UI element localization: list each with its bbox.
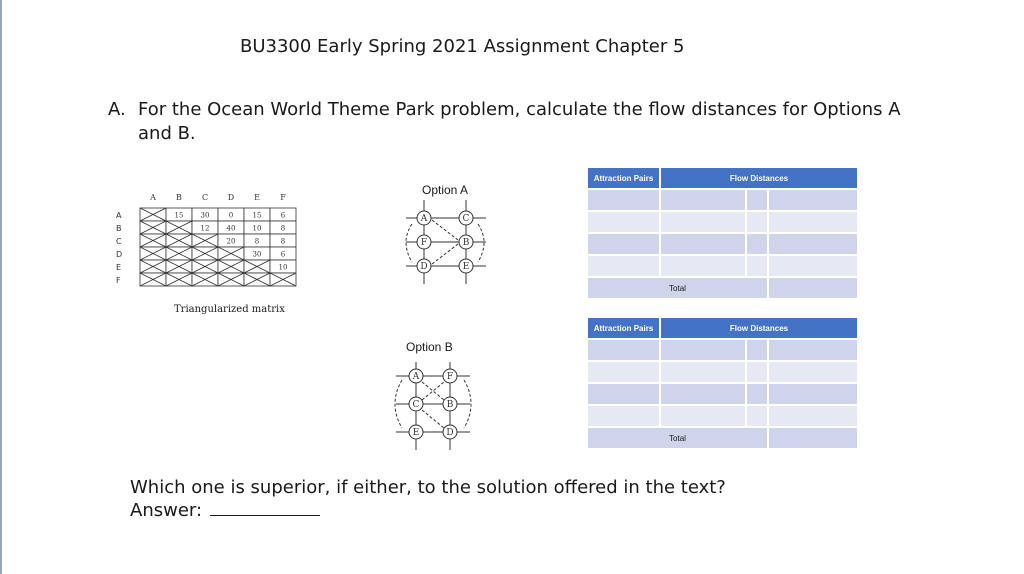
table-cell[interactable] [747,362,767,382]
table-cell[interactable] [661,256,745,276]
matrix-row-header: F [116,276,121,285]
matrix-value: 20 [226,237,236,246]
total-label: Total [588,428,767,448]
page-title: BU3300 Early Spring 2021 Assignment Chapter 5 [240,36,685,57]
question-letter: A. [108,99,126,120]
table-cell[interactable] [588,256,659,276]
flow-table-a [586,166,859,300]
flow-table-b [586,316,859,450]
node-label: F [446,372,454,382]
table-cell[interactable] [661,340,745,360]
node-label: E [462,262,470,272]
slide-left-border [0,0,2,574]
matrix-col-header: F [280,193,286,202]
header-attraction-pairs: Attraction Pairs [588,318,659,338]
node-label: C [462,214,470,224]
matrix-row-header: B [116,224,122,233]
matrix-row-header: D [116,250,123,259]
superior-question: Which one is superior, if either, to the solution offered in the text? [130,477,726,498]
header-flow-distances: Flow Distances [661,318,857,338]
table-cell[interactable] [747,406,767,426]
answer-row [130,499,726,522]
matrix-value: 8 [280,224,286,233]
node-label: A [412,372,420,382]
matrix-value: 10 [252,224,262,233]
flow-arrow [406,224,412,262]
node-label: E [412,428,420,438]
flow-arrow [432,244,458,264]
option-b-label: Option B [406,340,453,354]
total-value-cell[interactable] [769,428,857,448]
matrix-row-header: A [116,211,122,220]
matrix-value: 10 [278,263,288,272]
total-value-cell[interactable] [769,278,857,298]
question-a [108,98,908,146]
header-attraction-pairs: Attraction Pairs [588,168,659,188]
flow-arrow [478,224,484,262]
node-label: D [446,428,454,438]
table-cell[interactable] [747,190,767,210]
table-cell[interactable] [769,406,857,426]
node-label: B [462,238,470,248]
table-cell[interactable] [588,234,659,254]
header-flow-distances: Flow Distances [661,168,857,188]
node-label: D [420,262,428,272]
matrix-value: 15 [174,211,184,220]
table-cell[interactable] [769,362,857,382]
matrix-value: 30 [200,211,210,220]
matrix-caption: Triangularized matrix [174,304,285,315]
table-cell[interactable] [588,384,659,404]
table-cell[interactable] [661,234,745,254]
matrix-value: 0 [228,211,234,220]
matrix-value: 40 [226,224,236,233]
node-label: B [446,400,454,410]
table-cell[interactable] [769,234,857,254]
option-a-diagram [392,198,498,288]
matrix-value: 6 [280,211,286,220]
matrix-col-header: E [254,193,260,202]
question-line-1: For the Ocean World Theme Park problem, calculate the flow distances for Options A [138,99,901,120]
matrix-value: 6 [280,250,286,259]
flow-arrow [422,410,444,428]
table-cell[interactable] [747,234,767,254]
question-line-2: and B. [138,123,196,144]
flow-arrow [432,220,458,240]
table-cell[interactable] [588,406,659,426]
table-cell[interactable] [769,256,857,276]
option-a-label: Option A [422,183,469,197]
node-label: F [420,238,428,248]
table-cell[interactable] [747,384,767,404]
matrix-col-header: C [201,193,209,202]
table-cell[interactable] [769,190,857,210]
flow-arrow [422,382,444,400]
matrix-value: 30 [252,250,262,259]
matrix-value: 8 [254,237,260,246]
matrix-graphic [112,188,312,304]
table-cell[interactable] [769,384,857,404]
matrix-value: 8 [280,237,286,246]
node-label: A [420,214,428,224]
matrix-value: 12 [200,224,210,233]
flow-arrow [422,382,444,400]
table-cell[interactable] [661,384,745,404]
table-cell[interactable] [747,340,767,360]
total-label: Total [588,278,767,298]
table-cell[interactable] [661,406,745,426]
answer-label: Answer: [130,500,203,521]
table-cell[interactable] [588,362,659,382]
table-cell[interactable] [588,190,659,210]
table-cell[interactable] [769,340,857,360]
table-cell[interactable] [661,190,745,210]
matrix-col-header: D [227,193,235,202]
triangularized-matrix [112,188,312,318]
table-cell[interactable] [661,212,745,232]
table-cell[interactable] [747,256,767,276]
node-label: C [412,400,420,410]
matrix-row-header: C [116,237,122,246]
table-cell[interactable] [747,212,767,232]
table-cell[interactable] [661,362,745,382]
matrix-value: 15 [252,211,262,220]
table-cell[interactable] [588,212,659,232]
bottom-question [130,476,726,522]
matrix-row-header: E [116,263,122,272]
matrix-col-header: A [150,193,156,202]
option-b-diagram [376,358,482,454]
matrix-col-header: B [176,193,182,202]
table-cell[interactable] [769,212,857,232]
table-cell[interactable] [588,340,659,360]
answer-blank[interactable] [210,500,320,516]
